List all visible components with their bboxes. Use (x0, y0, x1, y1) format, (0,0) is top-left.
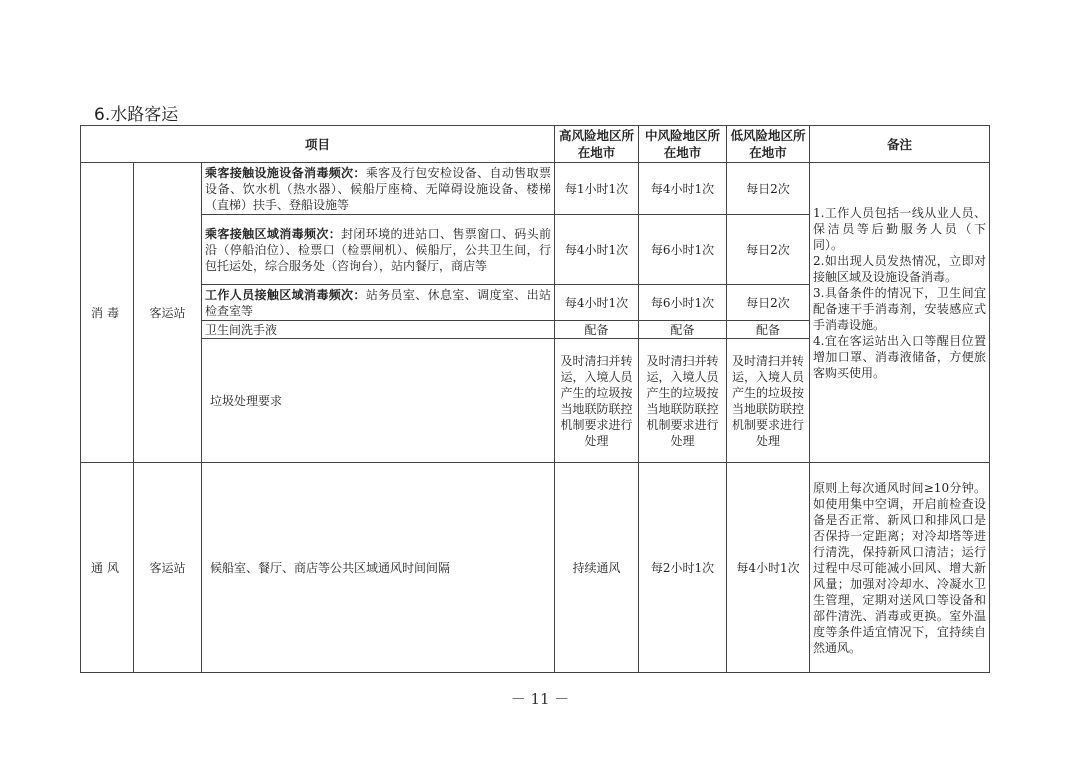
mid-risk-value: 及时清扫并转运，入境人员产生的垃圾按当地联防联控机制要求进行处理 (639, 339, 727, 463)
high-risk-value: 配备 (555, 321, 639, 339)
page-number: － 11 － (510, 690, 570, 708)
header-mid-risk: 中风险地区所在地市 (639, 126, 727, 163)
table-row (81, 163, 990, 215)
header-note: 备注 (810, 126, 990, 163)
high-risk-value: 及时清扫并转运，入境人员产生的垃圾按当地联防联控机制要求进行处理 (555, 339, 639, 463)
category-disinfection: 消毒 (81, 163, 134, 463)
mid-risk-value: 配备 (639, 321, 727, 339)
note-line: 2.如出现人员发热情况，立即对接触区域及设施设备消毒。 (813, 253, 986, 284)
high-risk-value: 持续通风 (555, 463, 639, 673)
category-ventilation: 通风 (81, 463, 134, 673)
low-risk-value: 每4小时1次 (727, 463, 810, 673)
high-risk-value: 每1小时1次 (555, 163, 639, 215)
item-detail: 站务员室、休息室、调度室、出站检查室等 (205, 287, 551, 318)
item-label: 乘客接触区域消毒频次： (205, 226, 342, 241)
item-description: 候船室、餐厅、商店等公共区域通风时间间隔 (202, 463, 555, 673)
item-description (202, 163, 555, 215)
note-line: 1.工作人员包括一线从业人员、保洁员等后勤服务人员（下同）。 (813, 205, 986, 252)
place-disinfection: 客运站 (134, 163, 202, 463)
item-detail: 封闭环境的进站口、售票窗口、码头前沿（停船泊位）、检票口（检票闸机）、候船厅，公共卫生间，行包托运处，综合服务处（咨询台），站内餐厅，商店等 (205, 226, 551, 273)
mid-risk-value: 每2小时1次 (639, 463, 727, 673)
section-title: 6.水路客运 (94, 105, 179, 125)
low-risk-value: 每日2次 (727, 163, 810, 215)
mid-risk-value: 每6小时1次 (639, 215, 727, 285)
table-row (81, 463, 990, 673)
high-risk-value: 每4小时1次 (555, 285, 639, 321)
disinfection-ventilation-table (80, 125, 990, 673)
note-disinfection (810, 163, 990, 463)
item-label: 乘客接触设施设备消毒频次： (205, 165, 366, 180)
header-low-risk: 低风险地区所在地市 (727, 126, 810, 163)
item-description (202, 285, 555, 321)
header-item: 项目 (81, 126, 555, 163)
place-ventilation: 客运站 (134, 463, 202, 673)
note-ventilation: 原则上每次通风时间≥10分钟。如使用集中空调，开启前检查设备是否正常、新风口和排风口是否保持一定距离；对冷却塔等进行清洗，保持新风口清洁；运行过程中尽可能减小回风、增大新风量；加强对冷却水、冷凝水卫生管理，定期对送风口等设备和部件清洗、消毒或更换。室外温度等条件适宜情况下，宜持续自然通风。 (810, 463, 990, 673)
header-high-risk: 高风险地区所在地市 (555, 126, 639, 163)
item-description (202, 215, 555, 285)
mid-risk-value: 每6小时1次 (639, 285, 727, 321)
item-description: 卫生间洗手液 (202, 321, 555, 339)
note-line: 3.具备条件的情况下，卫生间宜配备速干手消毒剂，安装感应式手消毒设施。 (813, 285, 986, 332)
item-description: 垃圾处理要求 (202, 339, 555, 463)
low-risk-value: 及时清扫并转运，入境人员产生的垃圾按当地联防联控机制要求进行处理 (727, 339, 810, 463)
header-row (81, 126, 990, 163)
low-risk-value: 配备 (727, 321, 810, 339)
low-risk-value: 每日2次 (727, 215, 810, 285)
note-line: 4.宜在客运站出入口等醒目位置增加口罩、消毒液储备，方便旅客购买使用。 (813, 333, 986, 380)
high-risk-value: 每4小时1次 (555, 215, 639, 285)
low-risk-value: 每日2次 (727, 285, 810, 321)
item-label: 工作人员接触区域消毒频次： (205, 287, 366, 302)
mid-risk-value: 每4小时1次 (639, 163, 727, 215)
item-detail: 乘客及行包安检设备、自动售取票设备、饮水机（热水器）、候船厅座椅、无障碍设施设备、楼梯（直梯）扶手、登船设施等 (205, 165, 551, 212)
